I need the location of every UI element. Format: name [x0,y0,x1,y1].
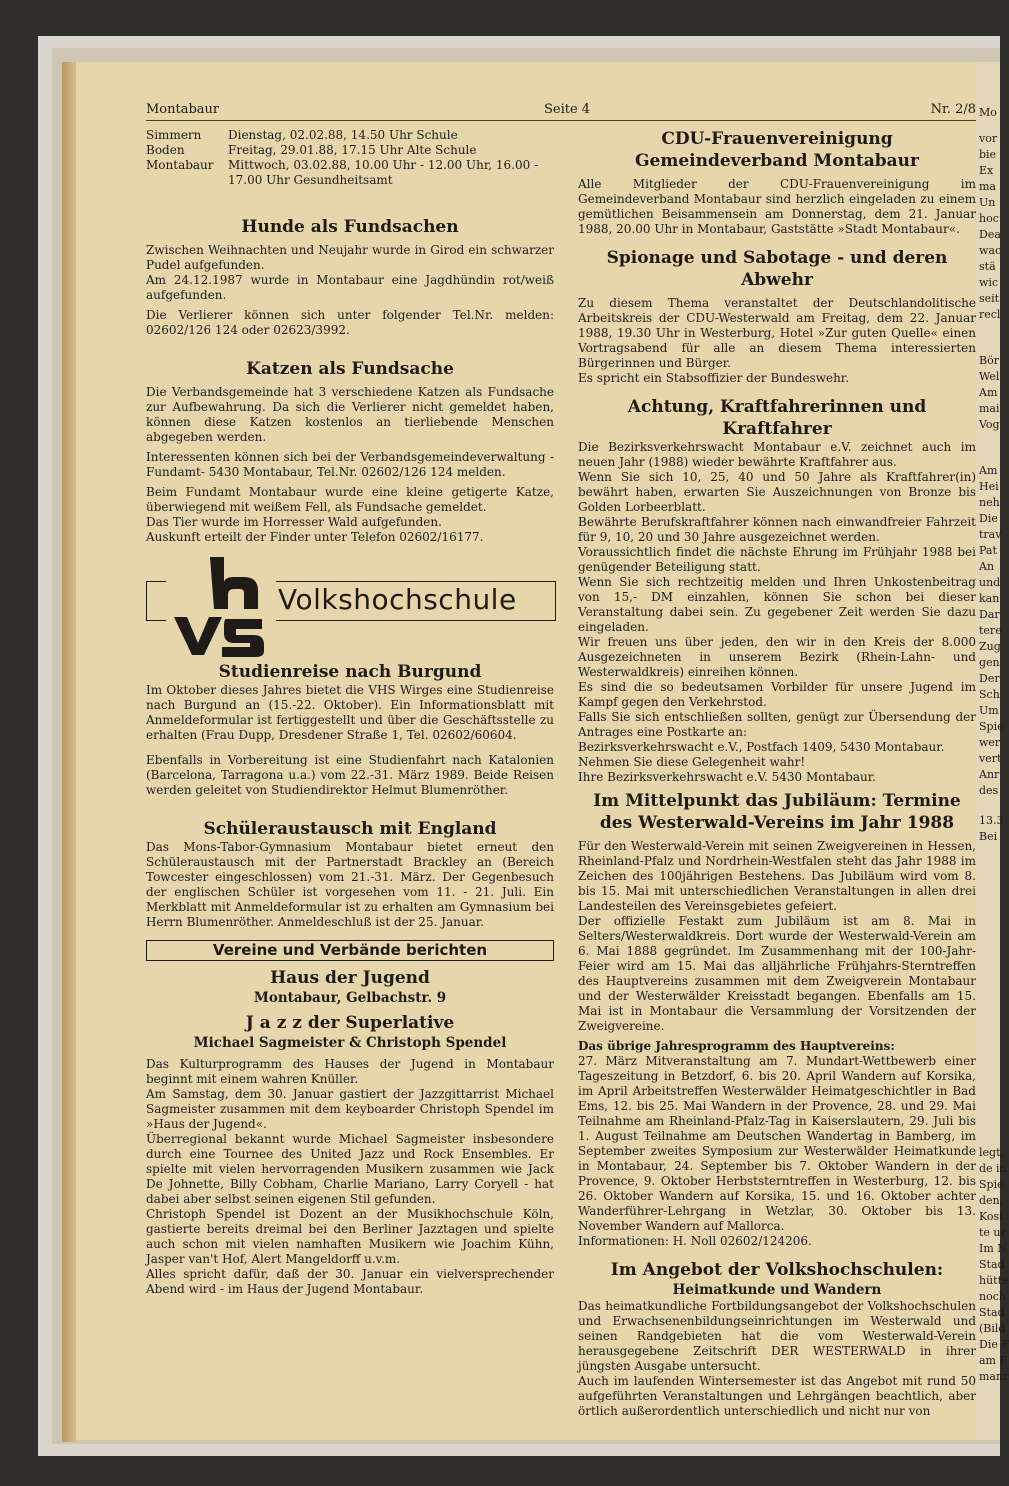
edge-text-fragment: vert [979,752,1002,765]
heading-burgund: Studienreise nach Burgund [218,662,482,682]
paragraph: Zu diesem Thema veranstaltet der Deutschlandolitische Arbeitskreis der CDU-Westerwald am Freitag, dem 22. Januar 1988, 19.30 Uhr in Westerburg, Hotel »Zur guten Quelle« einen Vortragsabend für alle an diesem Thema interessierten Bürgerinnen und Bürger. [578,296,976,370]
paragraph: Überregional bekannt wurde Michael Sagmeister insbesondere durch eine Tournee des United Jazz und Rock Ensembles. Er spielte mit vielen hervorragenden Musikern zusammen wie Jack De Johnette, Billy Cobham, Charlie Mariano, Larry Coryell - hat dabei aber selbst seinen eigenen Stil gefunden. [146,1132,554,1206]
edge-text-fragment: am F [979,1354,1008,1367]
heading-katzen: Katzen als Fundsache [246,359,454,379]
edge-text-fragment: Stad [979,1306,1005,1319]
heading-cdu: CDU-Frauenvereinigung Gemeindeverband Montabaur [635,129,919,171]
heading-haus-der-jugend: Haus der Jugend [270,968,430,988]
edge-text-fragment: Dea [979,228,1001,241]
header-town: Montabaur [146,102,220,117]
paragraph: Auch im laufenden Wintersemester ist das Angebot mit rund 50 aufgeführten Veranstaltungen und Lehrgängen beachtlich, aber örtlich außerordentlich unterschiedlich und nicht nur von [578,1374,976,1418]
paragraph: Für den Westerwald-Verein mit seinen Zweigvereinen in Hessen, Rheinland-Pfalz und Nordrhein-Westfalen steht das Jahr 1988 im Zeichen des 100jährigen Bestehens. Das Jubiläum wird vom 8. bis 15. Mai mit unterschiedlichen Veranstaltungen in allen drei Landesteilen des Vereinsgebietes gefeiert. [578,839,976,913]
newspaper-page [76,62,976,1440]
edge-text-fragment: trav [979,528,1002,541]
paragraph: Der offizielle Festakt zum Jubiläum ist am 8. Mai in Selters/Westerwaldkreis. Dort wurde der Westerwald-Verein am 6. Mai 1888 gegründet. Im Zusammenhang mit der 100-Jahr-Feier wird am 15. Mai das alljährliche Frühjahrs-Sterntreffen des Hauptvereins zusammen mit dem Zweigverein Montabaur und der Westerwälder Kreisstadt begangen. Ebenfalls am 15. Mai ist in Montabaur die Versammlung der Vorsitzenden der Zweigvereine. [578,914,976,1033]
header-issue: Nr. 2/8 [930,102,976,117]
edge-text-fragment: Mo [979,106,997,119]
edge-text-fragment: Am [979,386,998,399]
paragraph: Im Oktober dieses Jahres bietet die VHS Wirges eine Studienreise nach Burgund an (15.-22. Oktober). Ein Informationsblatt mit Anmeldeformular ist fertiggestellt und über die Geschäftsstelle zu erhalten (Frau Dupp, Dresdener Straße 1, Tel. 02602/60604. [146,683,554,742]
paragraph: Alles spricht dafür, daß der 30. Januar ein vielversprechender Abend wird - im Haus der Jugend Montabaur. [146,1267,554,1296]
heading-england: Schüleraustausch mit England [203,819,497,839]
heading-kraftfahrer: Achtung, Kraftfahrerinnen und Kraftfahrer [627,397,927,439]
paragraph: Falls Sie sich entschließen sollten, genügt zur Übersendung der Antrages eine Postkarte an: [578,710,976,739]
paragraph: Die Verlierer können sich unter folgender Tel.Nr. melden: 02602/126 124 oder 02623/3992. [146,308,554,337]
meeting-time: Mittwoch, 03.02.88, 10.00 Uhr - 12.00 Uhr, 16.00 - 17.00 Uhr Gesundheitsamt [228,158,539,187]
heading-hunde: Hunde als Fundsachen [241,217,459,237]
paragraph: Informationen: H. Noll 02602/124206. [578,1234,812,1248]
edge-text-fragment: manr [979,1370,1009,1383]
paragraph: Alle Mitglieder der CDU-Frauenvereinigung im Gemeindeverband Montabaur sind herzlich eingeladen zu einem gemütlichen Beisammensein am Donnerstag, dem 21. Januar 1988, 20.00 Uhr in Montabaur, Gaststätte »Stadt Montabaur«. [578,177,976,236]
heading-jubilaeum: Im Mittelpunkt das Jubiläum: Termine des Westerwald-Vereins im Jahr 1988 [593,791,961,833]
edge-text-fragment: Spie [979,1178,1004,1191]
edge-text-fragment: den, [979,1194,1004,1207]
edge-text-fragment: bie [979,148,997,161]
edge-text-fragment: An [979,560,995,573]
paragraph: Am Samstag, dem 30. Januar gastiert der Jazzgittarrist Michael Sagmeister zusammen mit dem keyboarder Christoph Spendel im »Haus der Jugend«. [146,1087,554,1131]
edge-text-fragment: te ur [979,1226,1006,1239]
edge-text-fragment: Um [979,704,999,717]
page-header [146,102,976,121]
subheading-program: Das übrige Jahresprogramm des Hauptvereins: [578,1039,895,1053]
paragraph: 27. März Mitveranstaltung am 7. Mundart-Wettbewerb einer Tageszeitung in Betzdorf, 6. bis 20. April Wandern auf Korsika, im April Arbeitstreffen Westerwälder Heimatgeschichtler in Bad Ems, 12. bis 25. Mai Wandern in der Provence, 28. und 29. Mai Teilnahme am Rheinland-Pfalz-Tag in Kaiserslautern, 29. Juli bis 1. August Teilnahme am Deutschen Wandertag in Bamberg, im September zweites Symposium zur Westerwälder Heimatkunde in Montabaur, 24. September bis 7. Oktober Wandern in der Provence, 9. Oktober Herbststerntreffen in Westerburg, 12. bis 26. Oktober Wandern auf Korsika, 15. und 16. Oktober achter Wanderführer-Lehrgang in Wetzlar, 30. Oktober bis 13. November Wandern auf Mallorca. [578,1054,976,1233]
heading-jazz: J a z z der Superlative [245,1013,455,1033]
subheading-address: Montabaur, Gelbachstr. 9 [253,990,447,1006]
paragraph: Voraussichtlich findet die nächste Ehrung im Frühjahr 1988 bei genügender Beteiligung statt. [578,545,976,574]
paragraph: Die Bezirksverkehrswacht Montabaur e.V. zeichnet auch im neuen Jahr (1988) wieder bewährte Kraftfahrer aus. [578,440,976,469]
edge-text-fragment: neh [979,496,1000,509]
edge-text-fragment: recl [979,308,1001,321]
edge-text-fragment: kan [979,592,1000,605]
right-column [578,128,976,1419]
edge-text-fragment: hütte [979,1274,1009,1287]
edge-text-fragment: legt, [979,1146,1004,1159]
edge-text-fragment: Ex [979,164,994,177]
paragraph: Das Tier wurde im Horresser Wald aufgefunden. [146,515,442,529]
paragraph: Das heimatkundliche Fortbildungsangebot der Volkshochschulen und Erwachsenenbildungseinrichtungen im Westerwald und seinen Randgebieten hat die vom Westerwald-Verein herausgegebene Zeitschrift DER WESTERWALD in ihrer jüngsten Ausgabe untersucht. [578,1299,976,1373]
edge-text-fragment: Hei [979,480,999,493]
edge-text-fragment: Wel [979,370,1000,383]
paragraph: Wir freuen uns über jeden, den wir in den Kreis der 8.000 Ausgezeichneten in unserem Bezirk (Rhein-Lahn- und Westerwaldkreis) einreihen können. [578,635,976,679]
left-column [146,128,554,1297]
edge-text-fragment: (Bild [979,1322,1006,1335]
paragraph: Wenn Sie sich rechtzeitig melden und Ihren Unkostenbeitrag von 15,- DM einzahlen, können Sie schon bei dieser Veranstaltung dabei sein. Zu gegebener Zeit werden Sie dazu eingeladen. [578,575,976,634]
edge-text-fragment: gen [979,656,1000,669]
subheading-musicians: Michael Sagmeister & Christoph Spendel [193,1035,507,1051]
edge-text-fragment: Pat [979,544,997,557]
paragraph: Die Verbandsgemeinde hat 3 verschiedene Katzen als Fundsache zur Aufbewahrung. Da sich die Verlierer nicht gemeldet haben, können diese Katzen kostenlos an tierliebende Menschen abgegeben werden. [146,385,554,444]
paragraph: Am 24.12.1987 wurde in Montabaur eine Jagdhündin rot/weiß aufgefunden. [146,273,554,302]
edge-text-fragment: und [979,576,1001,589]
paragraph: Das Mons-Tabor-Gymnasium Montabaur bietet erneut den Schüleraustausch mit der Partnerstadt Brackley an (Bereich Towcester eingeschlossen) vom 21.-31. März. Der Gegenbesuch der englischen Schüler ist vorgesehen vom 11. - 21. Juli. Ein Merkblatt mit Anmeldeformular ist zu erhalten am Gymnasium bei Herrn Blumenröther. Anmeldeschluß ist der 25. Januar. [146,840,554,929]
paragraph: Zwischen Weihnachten und Neujahr wurde in Girod ein schwarzer Pudel aufgefunden. [146,243,554,272]
edge-text-fragment: stä [979,260,996,273]
section-banner: Vereine und Verbände berichten [146,940,554,961]
edge-text-fragment: noch [979,1290,1006,1303]
edge-text-fragment: Die [979,512,998,525]
meeting-time: Freitag, 29.01.88, 17.15 Uhr Alte Schule [228,143,477,157]
edge-text-fragment: Bör [979,354,999,367]
edge-text-fragment: tere [979,624,1002,637]
paragraph: Bezirksverkehrswacht e.V., Postfach 1409, 5430 Montabaur. [578,740,945,754]
edge-text-fragment: wac [979,244,1002,257]
paragraph: Interessenten können sich bei der Verbandsgemeindeverwaltung -Fundamt- 5430 Montabaur, Tel.Nr. 02602/126 124 melden. [146,450,554,479]
edge-text-fragment: Kost [979,1210,1004,1223]
edge-text-fragment: 13.3 [979,814,1004,827]
edge-text-fragment: des [979,784,999,797]
heading-volkshochschulen: Im Angebot der Volkshochschulen: [610,1260,944,1280]
paragraph: Auskunft erteilt der Finder unter Telefon 02602/16177. [146,530,484,544]
edge-text-fragment: Un [979,196,996,209]
edge-text-fragment: Spie [979,720,1004,733]
paragraph: Es spricht ein Stabsoffizier der Bundeswehr. [578,371,850,385]
vhs-label: Volkshochschule [274,585,523,615]
heading-spionage: Spionage und Sabotage - und deren Abwehr [606,248,948,290]
edge-text-fragment: Die F [979,1338,1009,1351]
meeting-schedule [146,128,554,188]
edge-text-fragment: seit [979,292,1000,305]
paragraph: Ebenfalls in Vorbereitung ist eine Studienfahrt nach Katalonien (Barcelona, Tarragona u.a.) vom 22.-31. März 1989. Beide Reisen werden geleitet von Studiendirektor Helmut Blumenröther. [146,753,554,797]
edge-text-fragment: de in [979,1162,1007,1175]
edge-text-fragment: wer [979,736,1001,749]
paragraph: Es sind die so bedeutsamen Vorbilder für unsere Jugend im Kampf gegen den Verkehrstod. [578,680,976,709]
edge-text-fragment: mai [979,402,1000,415]
meeting-place: Montabaur [146,158,214,172]
edge-text-fragment: Am [979,464,998,477]
edge-text-fragment: Dar [979,608,1000,621]
edge-text-fragment: Stad [979,1258,1005,1271]
edge-text-fragment: Anr [979,768,1000,781]
paragraph: Nehmen Sie diese Gelegenheit wahr! [578,755,806,769]
vhs-logo-icon [166,553,276,657]
subheading-heimatkunde: Heimatkunde und Wandern [672,1282,882,1298]
edge-text-fragment: Sch [979,688,1000,701]
edge-text-fragment: Bei [979,830,998,843]
edge-text-fragment: Vog [979,418,1000,431]
meeting-place: Simmern [146,128,202,142]
paragraph: Wenn Sie sich 10, 25, 40 und 50 Jahre als Kraftfahrer(in) bewährt haben, erwarten Sie Auszeichnungen von Bronze bis Golden Lorbeerblatt. [578,470,976,514]
meeting-place: Boden [146,143,185,157]
header-page-number: Seite 4 [544,102,591,117]
edge-text-fragment: ma [979,180,996,193]
edge-text-fragment: Zug [979,640,1001,653]
edge-text-fragment: vor [979,132,998,145]
edge-text-fragment: Im N [979,1242,1007,1255]
paragraph: Christoph Spendel ist Dozent an der Musikhochschule Köln, gastierte bereits dreimal bei den Berliner Jazztagen und spielte auch schon mit vielen namhaften Musikern wie Joachim Kühn, Jasper van't Hof, Alert Mangeldorff u.v.m. [146,1207,554,1266]
paragraph: Bewährte Berufskraftfahrer können nach einwandfreier Fahrzeit für 9, 10, 20 und 30 Jahre ausgezeichnet werden. [578,515,976,544]
binding-edge [62,62,76,1442]
edge-text-fragment: wic [979,276,999,289]
edge-text-fragment: hoc [979,212,999,225]
meeting-time: Dienstag, 02.02.88, 14.50 Uhr Schule [228,128,458,142]
adjacent-page-edge [976,62,1009,1440]
paragraph: Das Kulturprogramm des Hauses der Jugend in Montabaur beginnt mit einem wahren Knüller. [146,1057,554,1086]
paragraph: Ihre Bezirksverkehrswacht e.V. 5430 Montabaur. [578,770,876,784]
paragraph: Beim Fundamt Montabaur wurde eine kleine getigerte Katze, überwiegend mit weißem Fell, als Fundsache gemeldet. [146,485,554,514]
edge-text-fragment: Der [979,672,1000,685]
vhs-logo-block [146,553,554,657]
